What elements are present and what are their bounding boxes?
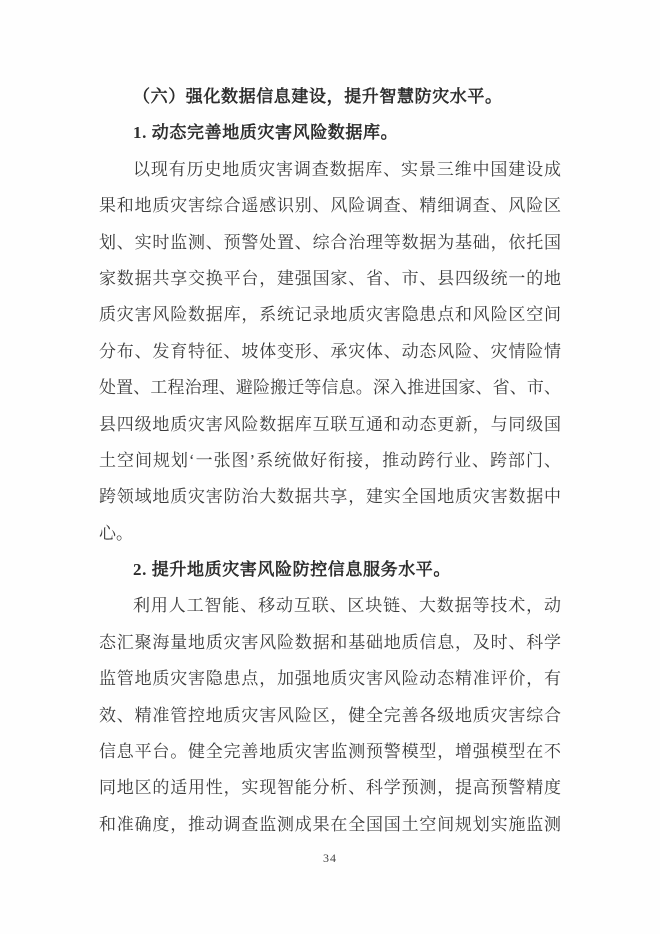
body-text-line: 划、实时监测、预警处置、综合治理等数据为基础，依托国: [99, 232, 561, 252]
body-text-line: 处置、工程治理、避险搬迁等信息。深入推进国家、省、市、: [99, 378, 561, 398]
body-text-line: 果和地质灾害综合遥感识别、风险调查、精细调查、风险区: [99, 196, 561, 216]
document-body: [99, 79, 561, 843]
paragraph-first-line: 利用人工智能、移动互联、区块链、大数据等技术，动: [133, 596, 561, 616]
body-text-line: 家数据共享交换平台，建强国家、省、市、县四级统一的地: [99, 268, 561, 288]
body-text-line: 效、精准管控地质灾害风险区，健全完善各级地质灾害综合: [99, 705, 561, 725]
body-text-line: 同地区的适用性，实现智能分析、科学预测，提高预警精度: [99, 778, 561, 798]
paragraph-end-line: 心。: [99, 523, 133, 543]
section-heading: （六）强化数据信息建设，提升智慧防灾水平。: [133, 87, 503, 106]
body-text-line: 监管地质灾害隐患点，加强地质灾害风险动态精准评价，有: [99, 669, 561, 689]
body-text-line: 质灾害风险数据库，系统记录地质灾害隐患点和风险区空间: [99, 305, 561, 325]
page-number: 34: [323, 851, 337, 865]
paragraph-first-line: 以现有历史地质灾害调查数据库、实景三维中国建设成: [133, 159, 561, 179]
subsection-heading-2: 2. 提升地质灾害风险防控信息服务水平。: [133, 560, 451, 580]
body-text-line: 信息平台。健全完善地质灾害监测预警模型，增强模型在不: [99, 742, 561, 762]
body-text-line: 态汇聚海量地质灾害风险数据和基础地质信息，及时、科学: [99, 632, 561, 652]
body-text-line: 分布、发育特征、坡体变形、承灾体、动态风险、灾情险情: [99, 341, 561, 361]
body-text-line: 跨领域地质灾害防治大数据共享，建实全国地质灾害数据中: [99, 487, 561, 507]
body-text-line: 土空间规划‘一张图’系统做好衔接，推动跨行业、跨部门、: [99, 450, 561, 470]
subsection-heading-1: 1. 动态完善地质灾害风险数据库。: [133, 123, 399, 143]
body-text-line: 和准确度，推动调查监测成果在全国国土空间规划实施监测: [99, 814, 561, 834]
body-text-line: 县四级地质灾害风险数据库互联互通和动态更新，与同级国: [99, 414, 561, 434]
